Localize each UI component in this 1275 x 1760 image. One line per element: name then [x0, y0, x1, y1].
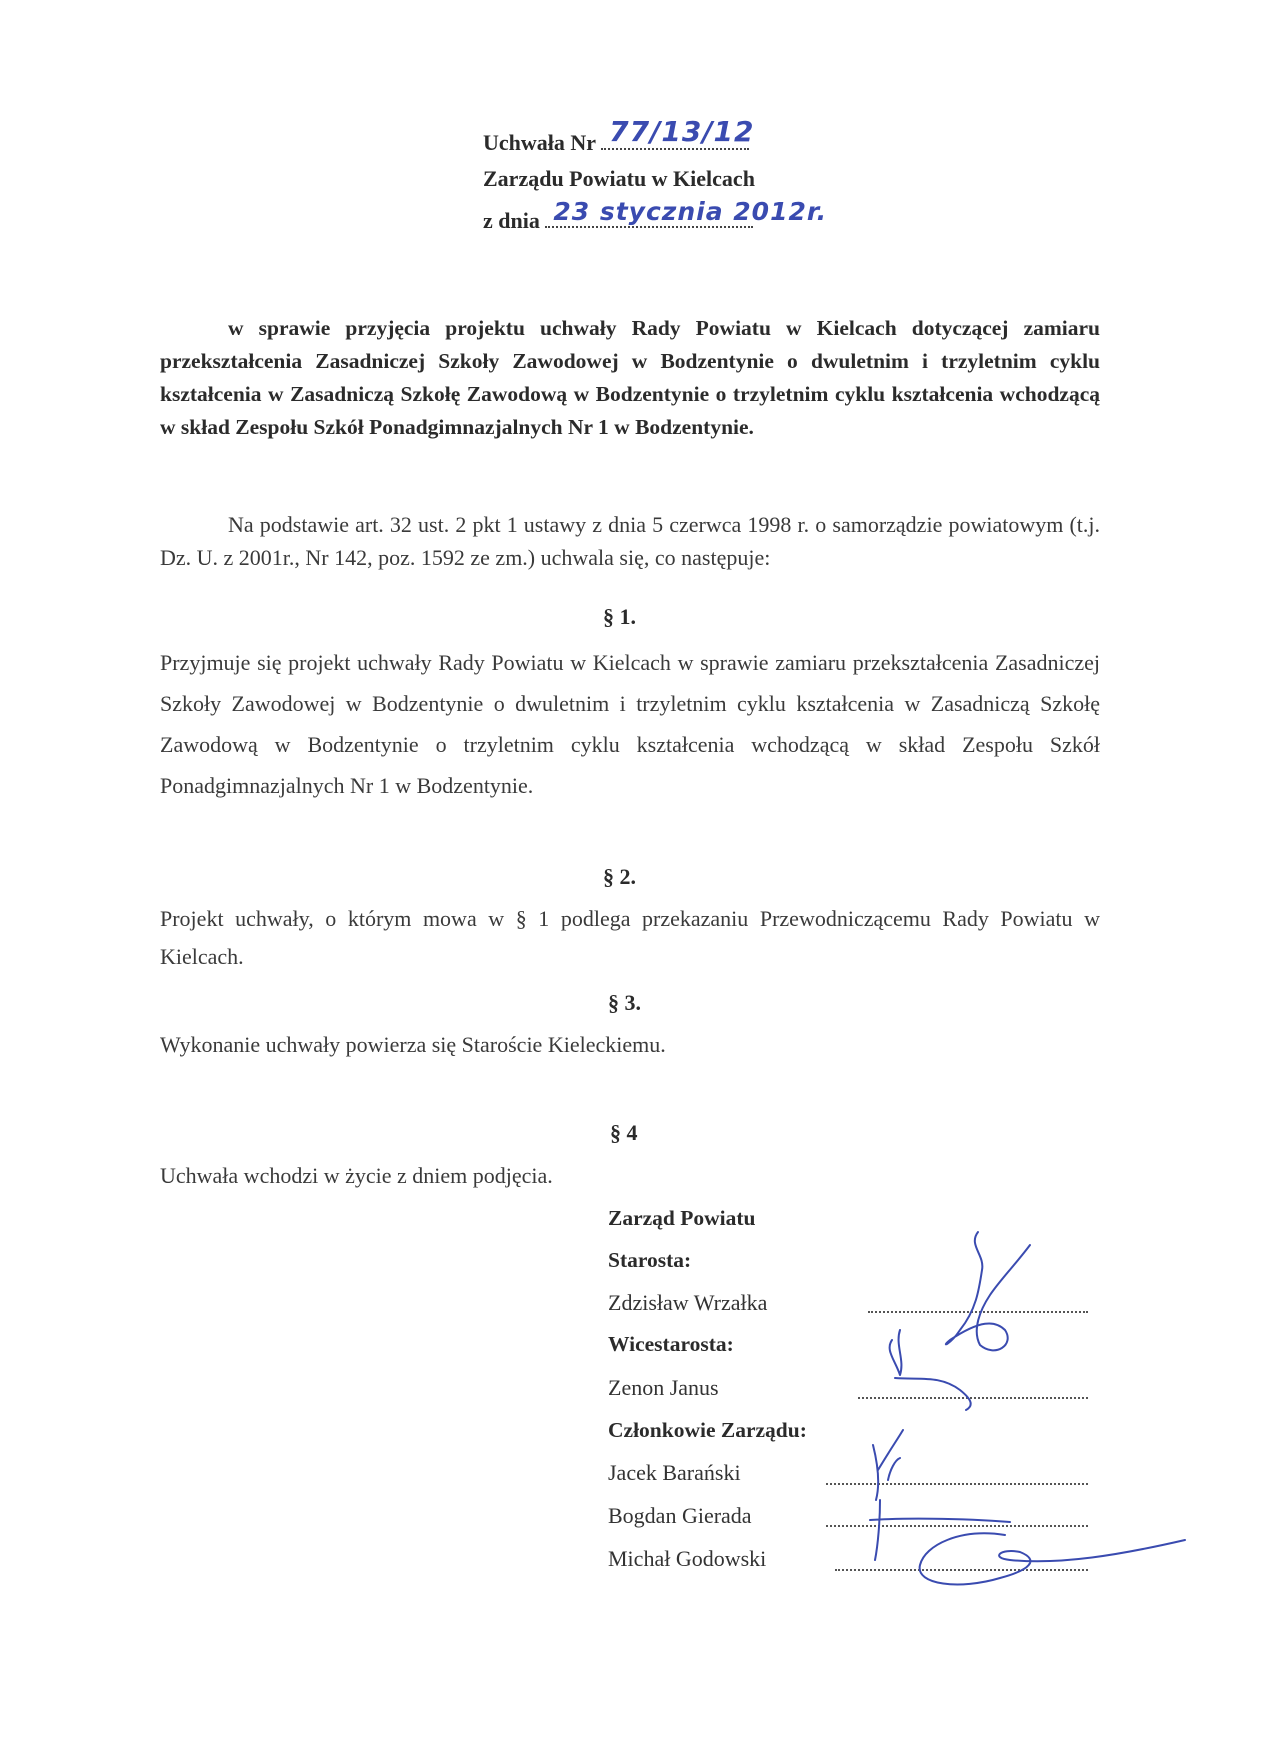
section-4-text: Uchwała wchodzi w życie z dniem podjęcia. [160, 1163, 553, 1188]
starosta-signature [946, 1232, 1030, 1350]
resolution-number-handwritten: 77/13/12 [609, 115, 755, 148]
starosta-name: Zdzisław Wrzałka [608, 1290, 768, 1315]
date-field [545, 197, 828, 228]
members-label: Członkowie Zarządu: [608, 1418, 807, 1442]
legal-basis: Na podstawie art. 32 ust. 2 pkt 1 ustawy z dnia 5 czerwca 1998 r. o samorządzie powiatowym (t.j. Dz. U. z 2001r., Nr 142, poz. 1592 ze zm.) uchwala się, co następuje: [160, 512, 1100, 570]
section-2-text: Projekt uchwały, o którym mowa w § 1 podlega przekazaniu Przewodniczącemu Rady Powiatu w Kielcach. [160, 906, 1100, 969]
date-handwritten: 23 stycznia 2012r. [553, 197, 828, 226]
date-line [483, 197, 828, 234]
member-2-signature [870, 1500, 1010, 1560]
starosta-label: Starosta: [608, 1248, 692, 1272]
vicestarosta-label: Wicestarosta: [608, 1332, 734, 1356]
section-4-mark: § 4 [610, 1120, 638, 1145]
member-2-signature-line [826, 1524, 1088, 1527]
member-3-signature-line [835, 1568, 1088, 1571]
resolution-label: Uchwała Nr [483, 130, 596, 155]
member-name-3: Michał Godowski [608, 1546, 767, 1571]
section-1-text: Przyjmuje się projekt uchwały Rady Powiatu w Kielcach w sprawie zamiaru przekształcenia Zasadniczej Szkoły Zawodowej w Bodzentynie o dwuletnim i trzyletnim cyklu kształcenia w Zasadniczą Szkołę Zawodową w Bodzentynie o trzyletnim cyklu kształcenia wchodzącą w skład Zespołu Szkół Ponadgimnazjalnych Nr 1 w Bodzentynie. [160, 650, 1100, 798]
member-1-signature [873, 1430, 903, 1500]
resolution-subject: w sprawie przyjęcia projektu uchwały Rady Powiatu w Kielcach dotyczącej zamiaru przekształcenia Zasadniczej Szkoły Zawodowej w Bodzentynie o dwuletnim i trzyletnim cyklu kształcenia w Zasadniczą Szkołę Zawodową w Bodzentynie o trzyletnim cyklu kształcenia wchodzącą w skład Zespołu Szkół Ponadgimnazjalnych Nr 1 w Bodzentynie. [160, 316, 1100, 439]
date-label: z dnia [483, 208, 540, 233]
starosta-signature-line [868, 1310, 1088, 1313]
member-1-signature-line [826, 1482, 1088, 1485]
section-3-mark: § 3. [608, 990, 641, 1015]
section-1-mark: § 1. [603, 604, 636, 629]
vicestarosta-signature-line [858, 1396, 1088, 1399]
vicestarosta-name: Zenon Janus [608, 1375, 719, 1400]
issuer-line: Zarządu Powiatu w Kielcach [483, 166, 755, 191]
member-name-1: Jacek Barański [608, 1460, 741, 1485]
resolution-title [483, 115, 755, 156]
section-3-text: Wykonanie uchwały powierza się Staroście Kieleckiemu. [160, 1032, 666, 1057]
member-name-2: Bogdan Gierada [608, 1503, 752, 1528]
section-2-mark: § 2. [603, 864, 636, 889]
board-label: Zarząd Powiatu [608, 1206, 756, 1230]
member-3-signature [920, 1533, 1185, 1584]
resolution-number-field [601, 115, 755, 150]
